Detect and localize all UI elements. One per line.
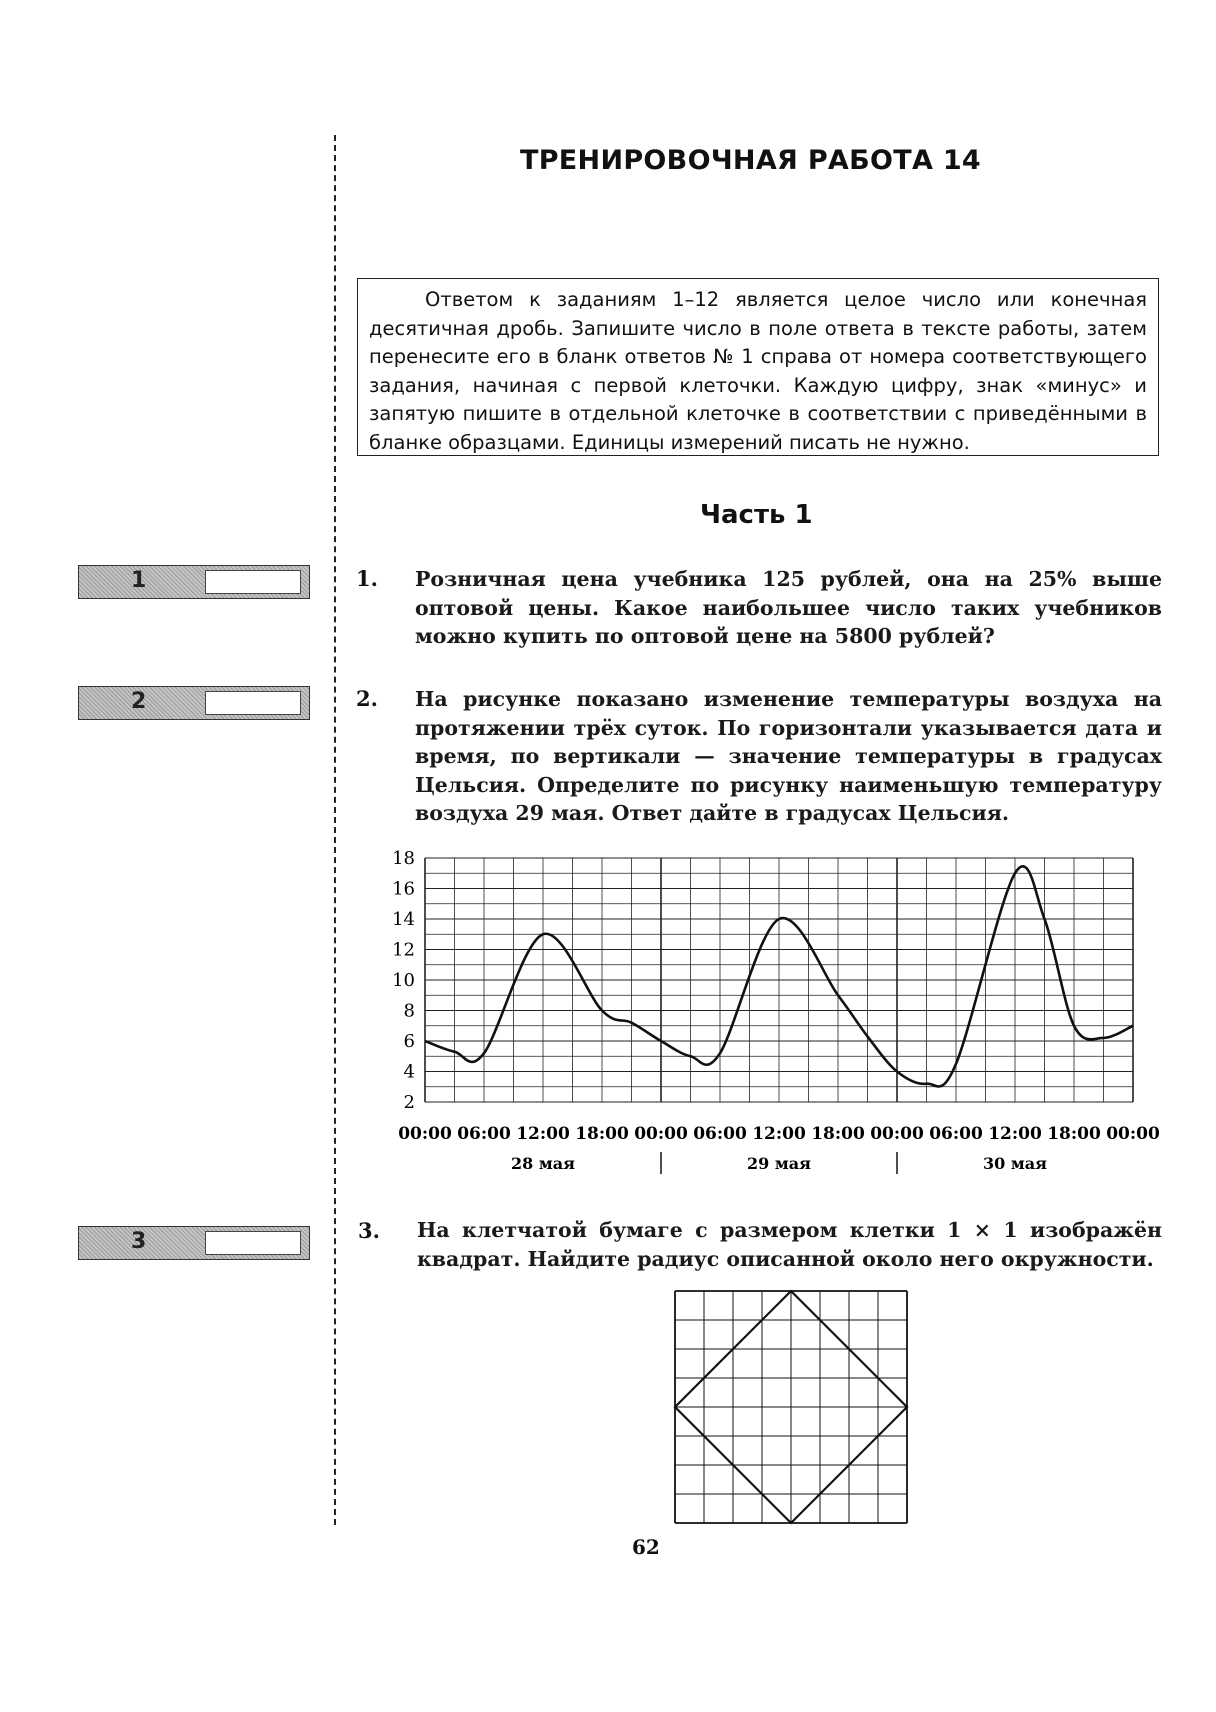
answer-box-number: 2: [131, 689, 147, 714]
answer-box-2: [78, 686, 310, 720]
y-tick-label: 16: [392, 878, 415, 900]
x-tick-label: 12:00: [988, 1124, 1042, 1144]
y-tick-label: 14: [392, 909, 415, 930]
answer-box-1: [78, 565, 310, 599]
answer-box-number: 3: [131, 1229, 147, 1254]
task-3-text: На клетчатой бумаге с размером клетки 1 × 1 изображён квадрат. Найдите радиус описанной около него окружности.: [417, 1218, 1162, 1271]
x-tick-label: 06:00: [457, 1124, 511, 1144]
x-tick-label: 12:00: [752, 1124, 806, 1144]
y-tick-label: 2: [403, 1092, 415, 1113]
task-number-1: 1.: [356, 566, 378, 591]
instructions-box: [357, 278, 1159, 456]
x-tick-label: 06:00: [693, 1124, 747, 1144]
task-text-3: [417, 1216, 1162, 1273]
x-tick-label: 12:00: [516, 1124, 570, 1144]
x-tick-label: 18:00: [1047, 1124, 1101, 1144]
y-tick-label: 12: [392, 939, 415, 961]
grid-figure: [670, 1286, 910, 1526]
task-text-1: [415, 565, 1162, 651]
page-number: 62: [632, 1535, 660, 1559]
day-label: 30 мая: [983, 1154, 1047, 1173]
temperature-chart: [380, 840, 1180, 1180]
answer-field-2[interactable]: [205, 691, 301, 715]
answer-box-number: 1: [131, 568, 147, 593]
x-tick-label: 00:00: [398, 1124, 452, 1144]
y-tick-label: 8: [403, 1000, 415, 1022]
y-tick-label: 10: [392, 970, 415, 991]
x-tick-label: 00:00: [870, 1124, 924, 1144]
task-number-3: 3.: [358, 1218, 380, 1243]
x-tick-label: 00:00: [634, 1124, 688, 1144]
cut-line: [334, 135, 336, 1525]
answer-box-3: [78, 1226, 310, 1260]
task-number-2: 2.: [356, 686, 378, 711]
task-2-text: На рисунке показано изменение температуры воздуха на протяжении трёх суток. По горизонтали указывается дата и время, по вертикали — значение температуры в градусах Цельсия. Определите по рисунку наименьшую температуру воздуха 29 мая. Ответ дайте в градусах Цельсия.: [415, 687, 1162, 826]
x-tick-label: 06:00: [929, 1124, 983, 1144]
answer-field-1[interactable]: [205, 570, 301, 594]
x-tick-label: 00:00: [1106, 1124, 1160, 1144]
part-title: Часть 1: [700, 500, 813, 530]
day-label: 29 мая: [747, 1154, 811, 1173]
y-tick-label: 18: [392, 848, 415, 869]
day-label: 28 мая: [511, 1154, 575, 1173]
page-title: ТРЕНИРОВОЧНАЯ РАБОТА 14: [520, 145, 982, 176]
answer-field-3[interactable]: [205, 1231, 301, 1255]
task-1-text: Розничная цена учебника 125 рублей, она на 25% выше оптовой цены. Какое наибольшее число таких учебников можно купить по оптовой цене на 5800 рублей?: [415, 567, 1162, 649]
instructions-text: Ответом к заданиям 1–12 является целое число или конечная десятичная дробь. Запишите число в поле ответа в тексте работы, затем перенесите его в бланк ответов № 1 справа от номера соответствующего задания, начиная с первой клеточки. Каждую цифру, знак «минус» и запятую пишите в отдельной клеточке в соответствии с приведёнными в бланке образцами. Единицы измерений писать не нужно.: [369, 288, 1147, 454]
y-tick-label: 6: [403, 1031, 415, 1052]
x-tick-label: 18:00: [575, 1124, 629, 1144]
x-tick-label: 18:00: [811, 1124, 865, 1144]
y-tick-label: 4: [403, 1061, 415, 1083]
task-text-2: [415, 685, 1162, 828]
